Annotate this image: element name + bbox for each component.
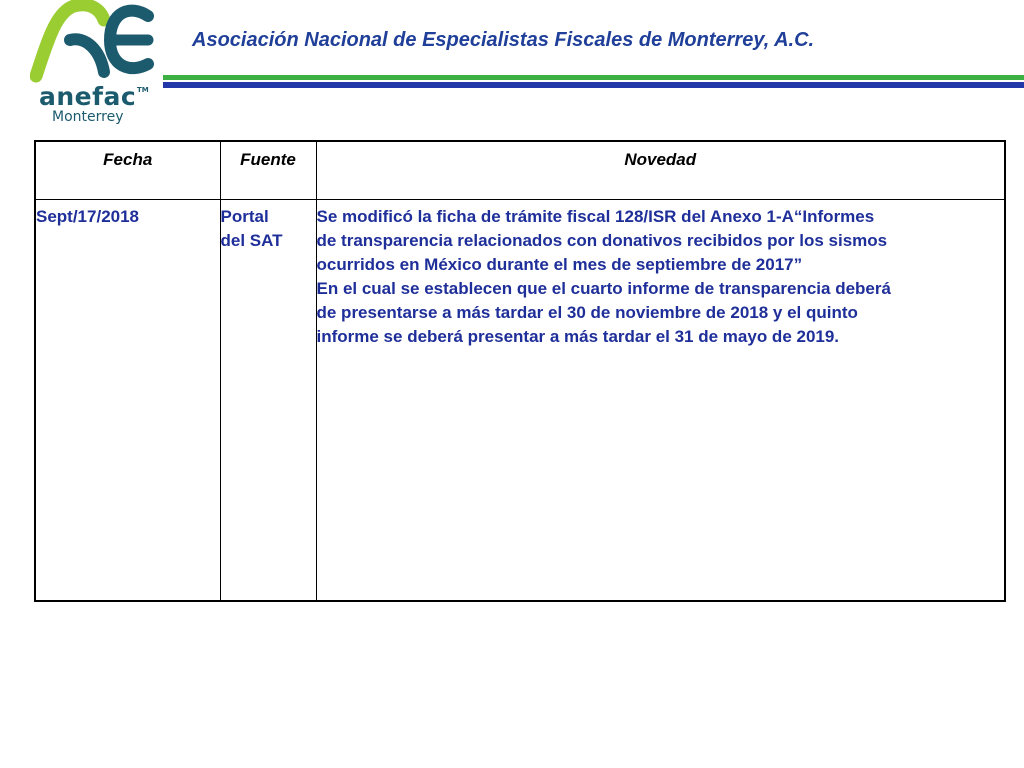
novedad-line: ocurridos en México durante el mes de septiembre de 2017”: [316, 254, 803, 274]
novedad-line: informe se deberá presentar a más tardar el 31 de mayo de 2019.: [316, 326, 840, 346]
novedad-line: En el cual se establecen que el cuarto informe de transparencia deberá: [316, 278, 891, 298]
header-stripe-green: [163, 75, 1024, 80]
cell-fecha: [35, 199, 220, 601]
fuente-line: Portal: [220, 206, 269, 226]
novedad-line: de presentarse a más tardar el 30 de noviembre de 2018 y el quinto: [316, 302, 858, 322]
cell-novedad: [316, 199, 1005, 601]
page-title: Asociación Nacional de Especialistas Fiscales de Monterrey, A.C.: [192, 29, 815, 51]
novedad-line: de transparencia relacionados con donativos recibidos por los sismos: [316, 230, 888, 250]
fuente-line: del SAT: [220, 230, 283, 250]
news-table: [34, 140, 1006, 602]
logo-subtitle: Monterrey: [52, 109, 124, 125]
column-header-fecha: Fecha: [35, 141, 220, 199]
fecha-value: Sept/17/2018: [36, 206, 140, 226]
logo-trademark: TM: [137, 86, 149, 94]
anefac-logo-mark-icon: [30, 0, 160, 90]
column-header-novedad: Novedad: [316, 141, 1005, 199]
column-header-fuente: Fuente: [220, 141, 316, 199]
logo-name: anefac: [39, 82, 137, 111]
table-row: [35, 199, 1005, 601]
header-stripe-blue: [163, 82, 1024, 88]
table-header-row: [35, 141, 1005, 199]
novedad-line: Se modificó la ficha de trámite fiscal 128/ISR del Anexo 1-A“Informes: [316, 206, 875, 226]
cell-fuente: [220, 199, 316, 601]
anefac-logo: [30, 0, 160, 130]
